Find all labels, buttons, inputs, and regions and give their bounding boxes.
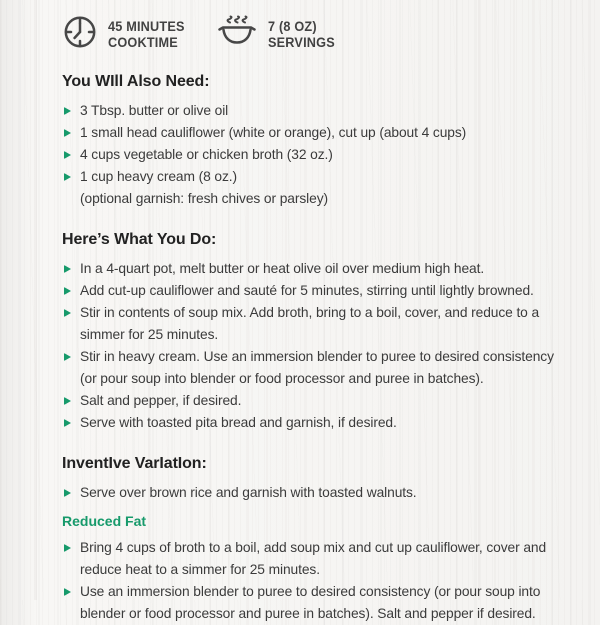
list-item — [62, 581, 550, 625]
bullet-arrow-icon — [64, 309, 71, 317]
list-item — [62, 166, 550, 210]
bullet-arrow-icon — [64, 151, 71, 159]
cooktime-value: 45 MINUTES — [108, 18, 185, 34]
list-item-text: Stir in contents of soup mix. Add broth, bring to a boil, cover, and reduce to a — [80, 305, 540, 320]
servings-caption: SERVINGS — [267, 34, 335, 50]
bullet-arrow-icon — [64, 544, 71, 552]
bullet-arrow-icon — [64, 287, 71, 295]
list-item — [62, 412, 550, 434]
list-item-text: 4 cups vegetable or chicken broth (32 oz.) — [80, 147, 333, 162]
list-item-text: Serve with toasted pita bread and garnish, if desired. — [80, 415, 397, 430]
list-item-text: Add cut-up cauliflower and sauté for 5 minutes, stirring until lightly browned. — [80, 283, 534, 298]
bullet-arrow-icon — [64, 265, 71, 273]
list-item-text: blender or food processor and puree in batches). Salt and pepper if desired. — [80, 606, 536, 621]
list-item — [62, 302, 550, 346]
list-item — [62, 346, 554, 390]
list-item-text: In a 4-quart pot, melt butter or heat olive oil over medium high heat. — [80, 261, 485, 276]
list-item-text: Stir in heavy cream. Use an immersion blender to puree to desired consistency — [80, 349, 554, 364]
bullet-arrow-icon — [64, 397, 71, 405]
list-item-text: 1 cup heavy cream (8 oz.) — [80, 169, 237, 184]
list-item-text: Use an immersion blender to puree to desired consistency (or pour soup into — [80, 584, 541, 599]
list-item-text: 1 small head cauliflower (white or orange), cut up (about 4 cups) — [80, 125, 467, 140]
list-item — [62, 144, 550, 166]
bullet-arrow-icon — [64, 129, 71, 137]
servings-value: 7 (8 OZ) — [267, 18, 317, 34]
list-item — [62, 100, 550, 122]
list-item — [62, 482, 550, 504]
bullet-arrow-icon — [64, 107, 71, 115]
servings-label — [268, 19, 335, 51]
bullet-arrow-icon — [64, 353, 71, 361]
list-item-text: 3 Tbsp. butter or olive oil — [80, 103, 229, 118]
list-item — [62, 390, 550, 412]
list-item — [62, 280, 550, 302]
list-item-text: (optional garnish: fresh chives or parsley) — [80, 191, 328, 206]
cooktime-label — [108, 19, 185, 51]
list-item-text: Bring 4 cups of broth to a boil, add soup mix and cut up cauliflower, cover and — [80, 540, 547, 555]
bullet-arrow-icon — [64, 173, 71, 181]
section-directions — [62, 231, 554, 434]
section-heading: You WIll Also Need: — [62, 73, 210, 90]
recipe-meta-row — [62, 14, 550, 55]
section-heading: Here’s What You Do: — [62, 231, 217, 248]
bullet-arrow-icon — [64, 419, 71, 427]
cooktime-caption: COOKTIME — [108, 34, 178, 50]
bullet-arrow-icon — [64, 489, 71, 497]
section-heading: InventIve VarIatIon: — [62, 455, 207, 472]
list-item-text: Serve over brown rice and garnish with toasted walnuts. — [80, 485, 417, 500]
list-item-text: simmer for 25 minutes. — [80, 327, 219, 342]
list-item-text: (or pour soup into blender or food processor and puree in batches). — [80, 371, 484, 386]
list-item — [62, 258, 550, 280]
list-item — [62, 537, 550, 581]
list-item-text: Salt and pepper, if desired. — [80, 393, 242, 408]
section-ingredients — [62, 73, 550, 210]
list-item — [62, 122, 550, 144]
bullet-arrow-icon — [64, 588, 71, 596]
clock-icon — [62, 14, 98, 55]
list-item-text: reduce heat to a simmer for 25 minutes. — [80, 562, 320, 577]
steaming-bowl-icon — [216, 14, 258, 55]
reduced-fat-label: Reduced Fat — [62, 513, 147, 529]
